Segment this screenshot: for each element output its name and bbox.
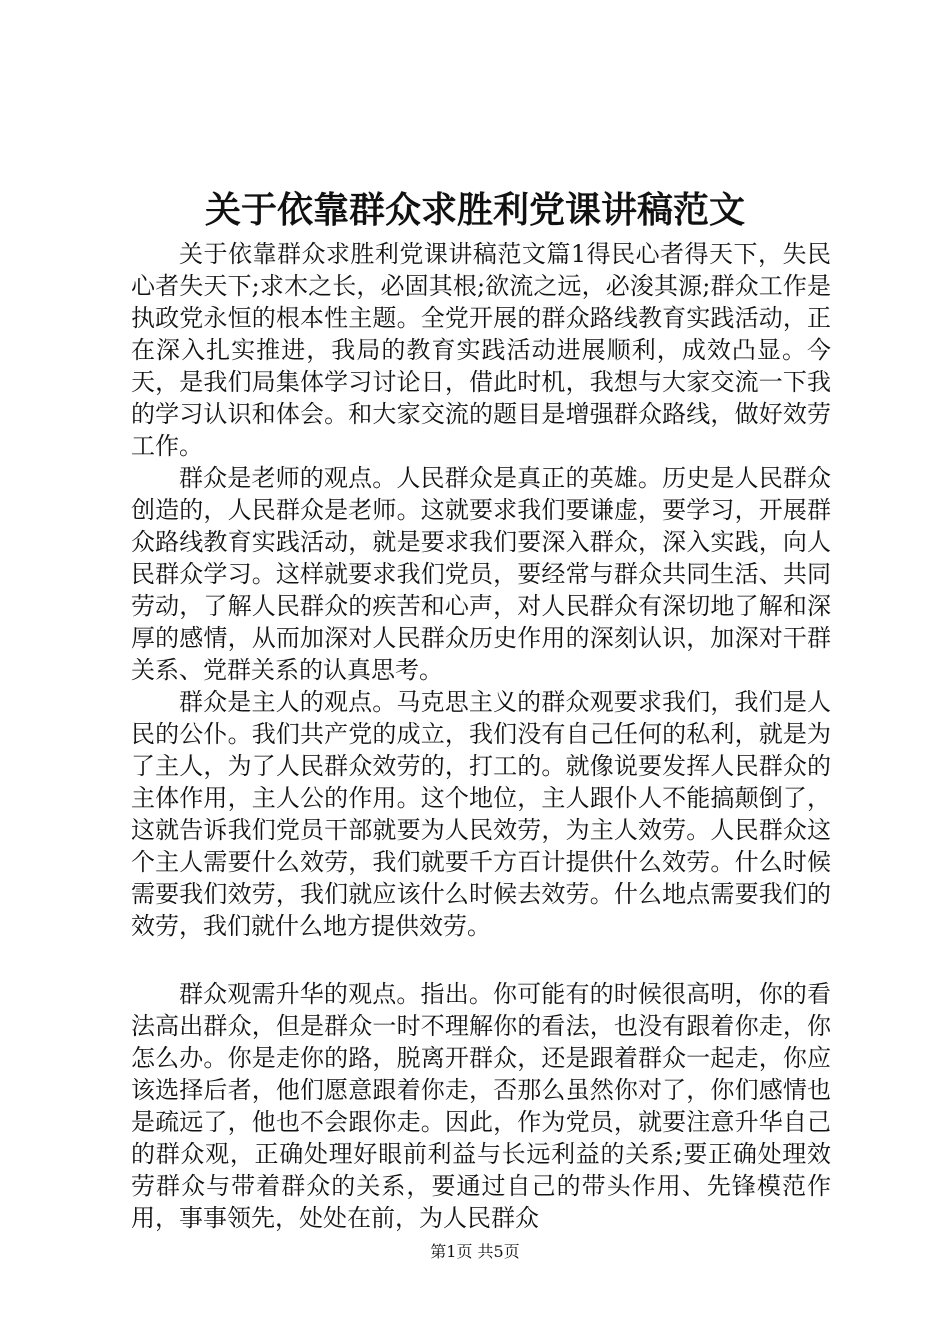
paragraph-1: 关于依靠群众求胜利党课讲稿范文篇1得民心者得天下，失民心者失天下;求木之长，必固其根;欲流之远，必浚其源;群众工作是执政党永恒的根本性主题。全党开展的群众路线教育实践活动，正在深入扎实推进，我局的教育实践活动进展顺利，成效凸显。今天，是我们局集体学习讨论日，借此时机，我想与大家交流一下我的学习认识和体会。和大家交流的题目是增强群众路线，做好效劳工作。	[131, 240, 831, 460]
paragraph-3: 群众是主人的观点。马克思主义的群众观要求我们，我们是人民的公仆。我们共产党的成立，我们没有自己任何的私利，就是为了主人，为了人民群众效劳的，打工的。就像说要发挥人民群众的主体作用，主人公的作用。这个地位，主人跟仆人不能搞颠倒了，这就告诉我们党员干部就要为人民效劳，为主人效劳。人民群众这个主人需要什么效劳，我们就要千方百计提供什么效劳。什么时候需要我们效劳，我们就应该什么时候去效劳。什么地点需要我们的效劳，我们就什么地方提供效劳。	[131, 688, 831, 940]
page-footer: 第1页 共5页	[430, 1242, 520, 1261]
document-title: 关于依靠群众求胜利党课讲稿范文	[204, 189, 745, 231]
paragraph-gap	[131, 942, 831, 978]
paragraph-2: 群众是老师的观点。人民群众是真正的英雄。历史是人民群众创造的，人民群众是老师。这就要求我们要谦虚，要学习，开展群众路线教育实践活动，就是要求我们要深入群众，深入实践，向人民群众学习。这样就要求我们党员，要经常与群众共同生活、共同劳动，了解人民群众的疾苦和心声，对人民群众有深切地了解和深厚的感情，从而加深对人民群众历史作用的深刻认识，加深对干群关系、党群关系的认真思考。	[131, 464, 831, 684]
paragraph-4: 群众观需升华的观点。指出。你可能有的时候很高明，你的看法高出群众，但是群众一时不理解你的看法，也没有跟着你走，你怎么办。你是走你的路，脱离开群众，还是跟着群众一起走，你应该选择后者，他们愿意跟着你走，否那么虽然你对了，你们感情也是疏远了，他也不会跟你走。因此，作为党员，就要注意升华自己的群众观，正确处理好眼前利益与长远利益的关系;要正确处理效劳群众与带着群众的关系，要通过自己的带头作用、先锋模范作用，事事领先，处处在前，为人民群众	[131, 980, 831, 1232]
document-body	[131, 238, 831, 1234]
